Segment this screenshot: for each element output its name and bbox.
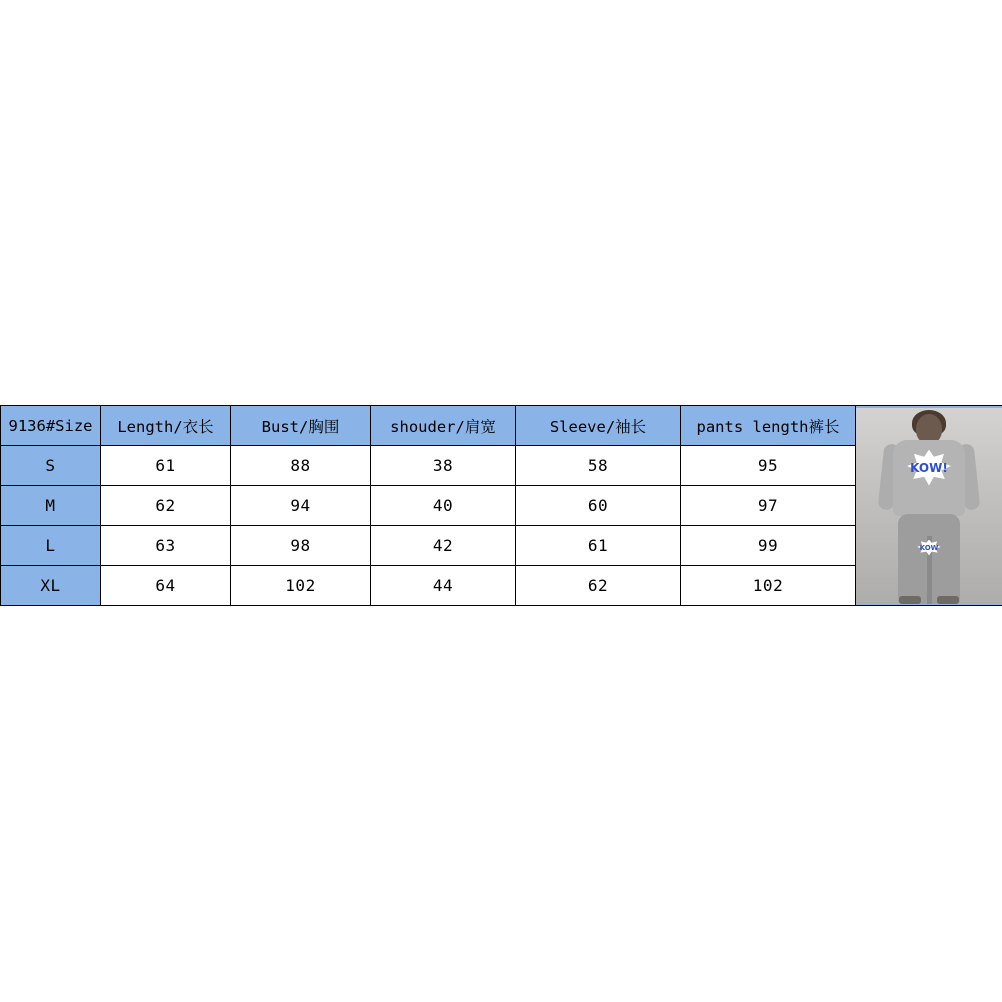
column-header-length: Length/衣长 — [101, 406, 231, 446]
cell-length: 64 — [101, 566, 231, 606]
cell-length: 63 — [101, 526, 231, 566]
cell-pants-length: 95 — [681, 446, 856, 486]
cell-sleeve: 58 — [516, 446, 681, 486]
table-header-row — [1, 406, 1002, 446]
cell-shoulder: 38 — [371, 446, 516, 486]
table-row — [1, 446, 1002, 486]
table-row — [1, 526, 1002, 566]
table-row — [1, 486, 1002, 526]
table-row — [1, 566, 1002, 606]
cell-sleeve: 61 — [516, 526, 681, 566]
cell-pants-length: 99 — [681, 526, 856, 566]
column-header-size: 9136#Size — [1, 406, 101, 446]
size-chart-container — [0, 405, 1002, 606]
cell-bust: 102 — [231, 566, 371, 606]
product-photo-cell — [856, 406, 1002, 606]
cell-bust: 94 — [231, 486, 371, 526]
column-header-bust: Bust/胸围 — [231, 406, 371, 446]
cell-shoulder: 44 — [371, 566, 516, 606]
cell-sleeve: 60 — [516, 486, 681, 526]
cell-bust: 98 — [231, 526, 371, 566]
cell-sleeve: 62 — [516, 566, 681, 606]
column-header-pants-length: pants length裤长 — [681, 406, 856, 446]
cell-shoulder: 40 — [371, 486, 516, 526]
cell-size: S — [1, 446, 101, 486]
product-photo — [856, 408, 1002, 604]
cell-pants-length: 102 — [681, 566, 856, 606]
cell-size: M — [1, 486, 101, 526]
cell-size: XL — [1, 566, 101, 606]
cell-length: 62 — [101, 486, 231, 526]
cell-size: L — [1, 526, 101, 566]
cell-shoulder: 42 — [371, 526, 516, 566]
column-header-sleeve: Sleeve/袖长 — [516, 406, 681, 446]
column-header-shoulder: shouder/肩宽 — [371, 406, 516, 446]
kow-graphic-text: KOW! — [910, 460, 948, 475]
cell-bust: 88 — [231, 446, 371, 486]
size-chart-table — [0, 405, 1002, 606]
kow-graphic-text-small: KOW — [919, 543, 939, 552]
model-shoe-left — [899, 596, 921, 604]
cell-pants-length: 97 — [681, 486, 856, 526]
cell-length: 61 — [101, 446, 231, 486]
model-shoe-right — [937, 596, 959, 604]
